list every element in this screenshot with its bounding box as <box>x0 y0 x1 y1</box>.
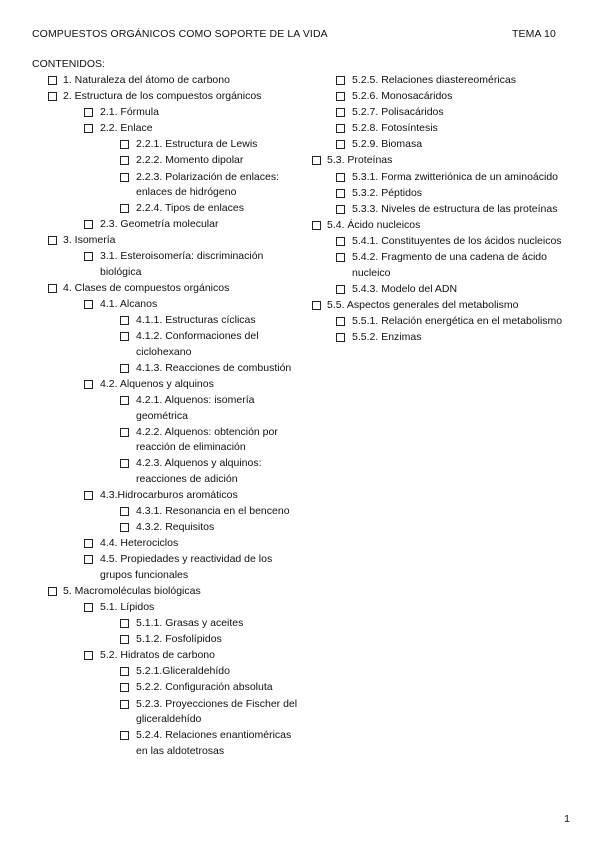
checkbox-icon[interactable] <box>120 140 129 149</box>
contents-item-label: 4.1.1. Estructuras cíclicas <box>136 314 256 327</box>
contents-item <box>312 105 580 121</box>
checkbox-icon[interactable] <box>84 108 93 117</box>
contents-item <box>32 89 304 105</box>
contents-item-label: 5.2.4. Relaciones enantioméricas en las aldotetrosas <box>136 729 292 757</box>
contents-item-label: 4.4. Heterociclos <box>100 537 179 550</box>
contents-item-label: 3. Isomería <box>63 234 116 247</box>
contents-item <box>312 250 580 281</box>
contents-item <box>32 680 304 696</box>
contents-item-label: 2.2. Enlace <box>100 122 153 135</box>
contents-item-label: 4.1.3. Reacciones de combustión <box>136 361 292 374</box>
checkbox-icon[interactable] <box>84 555 93 564</box>
contents-item <box>32 121 304 137</box>
contents-item-label: 2. Estructura de los compuestos orgánicos <box>63 90 262 103</box>
contents-item <box>312 153 580 169</box>
checkbox-icon[interactable] <box>48 236 57 245</box>
checkbox-icon[interactable] <box>336 333 345 342</box>
contents-item-label: 5.2.8. Fotosíntesis <box>352 122 438 135</box>
contents-item <box>32 281 304 297</box>
contents-item-label: 5.2.2. Configuración absoluta <box>136 681 273 694</box>
contents-item <box>32 361 304 377</box>
contents-item <box>32 584 304 600</box>
contents-item-label: 5.2.1.Gliceraldehído <box>136 665 230 678</box>
checkbox-icon[interactable] <box>312 301 321 310</box>
contents-item-label: 2.1. Fórmula <box>100 106 159 119</box>
contents-item-label: 4.2.1. Alquenos: isomería geométrica <box>136 394 255 422</box>
contents-item-label: 5.4. Ácido nucleicos <box>327 218 421 231</box>
contents-item-label: 2.2.1. Estructura de Lewis <box>136 138 258 151</box>
contents-item-label: 4.1. Alcanos <box>100 298 158 311</box>
checkbox-icon[interactable] <box>84 380 93 389</box>
contents-item-label: 5.5.2. Enzimas <box>352 330 422 343</box>
contents-item <box>312 73 580 89</box>
contents-item <box>312 282 580 298</box>
contents-item <box>32 201 304 217</box>
contents-item-label: 5.5. Aspectos generales del metabolismo <box>327 298 519 311</box>
contents-item <box>32 313 304 329</box>
contents-item-label: 5.2.3. Proyecciones de Fischer del gliceraldehído <box>136 697 298 725</box>
page-number: 1 <box>564 813 570 825</box>
contents-item <box>32 456 304 487</box>
checkbox-icon[interactable] <box>336 124 345 133</box>
contents-item <box>32 552 304 583</box>
checkbox-icon[interactable] <box>84 539 93 548</box>
checkbox-icon[interactable] <box>120 428 129 437</box>
contents-item-label: 4.1.2. Conformaciones del ciclohexano <box>136 330 259 358</box>
contents-item <box>312 314 580 330</box>
contents-item <box>312 186 580 202</box>
contents-item <box>32 297 304 313</box>
contents-item <box>32 600 304 616</box>
contents-item <box>32 73 304 89</box>
checkbox-icon[interactable] <box>120 332 129 341</box>
contents-item <box>32 616 304 632</box>
contents-item <box>32 105 304 121</box>
contents-item-label: 5.2.6. Monosacáridos <box>352 90 453 103</box>
document-title: COMPUESTOS ORGÁNICOS COMO SOPORTE DE LA VIDA <box>32 28 328 40</box>
checkbox-icon[interactable] <box>336 253 345 262</box>
contents-item-label: 4.2.2. Alquenos: obtención por reacción de eliminación <box>136 425 278 454</box>
contents-item-label: 4.3.1. Resonancia en el benceno <box>136 504 290 517</box>
checkbox-icon[interactable] <box>336 205 345 214</box>
contents-list-left <box>32 73 304 760</box>
checkbox-icon[interactable] <box>120 731 129 740</box>
checkbox-icon[interactable] <box>336 92 345 101</box>
checkbox-icon[interactable] <box>336 108 345 117</box>
contents-item-label: 5.3.2. Péptidos <box>352 186 423 199</box>
checkbox-icon[interactable] <box>336 76 345 85</box>
checkbox-icon[interactable] <box>84 491 93 500</box>
contents-item-label: 5.2.5. Relaciones diastereoméricas <box>352 74 517 86</box>
checkbox-icon[interactable] <box>336 285 345 294</box>
contents-item <box>312 170 580 186</box>
checkbox-icon[interactable] <box>120 173 129 182</box>
contents-item <box>32 520 304 536</box>
contents-item-label: 2.2.3. Polarización de enlaces: enlaces de hidrógeno <box>136 170 280 199</box>
checkbox-icon[interactable] <box>336 237 345 246</box>
contents-item-label: 5.4.1. Constituyentes de los ácidos nucleicos <box>352 234 562 247</box>
contents-list-right <box>312 73 580 346</box>
contents-item-label: 2.2.2. Momento dipolar <box>136 154 244 167</box>
contents-item-label: 2.3. Geometría molecular <box>100 218 219 231</box>
contents-item <box>32 249 304 280</box>
contents-item-label: 5.3. Proteínas <box>327 154 393 167</box>
contents-item-label: 4.2.3. Alquenos y alquinos: reacciones de adición <box>136 457 262 485</box>
checkbox-icon[interactable] <box>336 140 345 149</box>
checkbox-icon[interactable] <box>120 396 129 405</box>
contents-item <box>312 121 580 137</box>
contents-item-label: 4. Clases de compuestos orgánicos <box>63 282 230 295</box>
contents-item-label: 4.3.2. Requisitos <box>136 521 215 534</box>
contents-item-label: 5.2.7. Polisacáridos <box>352 106 444 119</box>
checkbox-icon[interactable] <box>120 364 129 373</box>
contents-item <box>32 217 304 233</box>
contents-item <box>32 233 304 249</box>
contents-item <box>32 648 304 664</box>
contents-item <box>312 234 580 250</box>
contents-item-label: 5.4.3. Modelo del ADN <box>352 282 458 295</box>
checkbox-icon[interactable] <box>336 317 345 326</box>
contents-item <box>32 137 304 153</box>
contents-item-label: 5.4.2. Fragmento de una cadena de ácido nucleico <box>352 251 547 279</box>
contents-item-label: 5.1. Lípidos <box>100 600 155 613</box>
contents-item-label: 5.3.3. Niveles de estructura de las proteínas <box>352 202 558 215</box>
contents-item-label: 5.3.1. Forma zwitteriónica de un aminoácido <box>352 170 559 183</box>
contents-item-label: 5.2. Hidratos de carbono <box>100 649 215 662</box>
contents-item <box>32 728 304 759</box>
contents-item-label: 4.5. Propiedades y reactividad de los grupos funcionales <box>100 553 273 581</box>
contents-heading: CONTENIDOS: <box>32 58 105 70</box>
checkbox-icon[interactable] <box>120 700 129 709</box>
contents-item <box>312 202 580 218</box>
checkbox-icon[interactable] <box>84 300 93 309</box>
contents-item <box>312 218 580 234</box>
topic-label: TEMA 10 <box>512 28 556 40</box>
contents-item <box>312 298 580 314</box>
checkbox-icon[interactable] <box>120 667 129 676</box>
contents-item <box>32 664 304 680</box>
contents-item-label: 2.2.4. Tipos de enlaces <box>136 202 244 215</box>
contents-item <box>32 536 304 552</box>
checkbox-icon[interactable] <box>84 220 93 229</box>
checkbox-icon[interactable] <box>120 204 129 213</box>
contents-item-label: 5.1.1. Grasas y aceites <box>136 617 244 630</box>
contents-item-label: 4.2. Alquenos y alquinos <box>100 378 214 390</box>
checkbox-icon[interactable] <box>120 156 129 165</box>
contents-item <box>312 137 580 153</box>
contents-item <box>32 697 304 728</box>
checkbox-icon[interactable] <box>48 76 57 85</box>
contents-item-label: 5.2.9. Biomasa <box>352 138 423 151</box>
contents-item <box>32 393 304 424</box>
contents-item <box>32 488 304 504</box>
checkbox-icon[interactable] <box>120 619 129 628</box>
contents-item-label: 3.1. Esteroisomería: discriminación biológica <box>100 250 264 278</box>
contents-item <box>32 377 304 393</box>
checkbox-icon[interactable] <box>336 189 345 198</box>
checkbox-icon[interactable] <box>120 459 129 468</box>
contents-item <box>32 153 304 169</box>
contents-item-label: 4.3.Hidrocarburos aromáticos <box>100 488 238 501</box>
checkbox-icon[interactable] <box>48 92 57 101</box>
contents-item-label: 5.1.2. Fosfolípidos <box>136 633 222 646</box>
checkbox-icon[interactable] <box>84 124 93 133</box>
checkbox-icon[interactable] <box>120 316 129 325</box>
checkbox-icon[interactable] <box>48 284 57 293</box>
checkbox-icon[interactable] <box>84 603 93 612</box>
contents-item-label: 1. Naturaleza del átomo de carbono <box>63 74 230 86</box>
checkbox-icon[interactable] <box>120 523 129 532</box>
contents-item <box>32 425 304 456</box>
contents-item-label: 5.5.1. Relación energética en el metabolismo <box>352 314 563 327</box>
checkbox-icon[interactable] <box>312 156 321 165</box>
checkbox-icon[interactable] <box>84 252 93 261</box>
contents-item <box>32 504 304 520</box>
checkbox-icon[interactable] <box>120 507 129 516</box>
checkbox-icon[interactable] <box>48 587 57 596</box>
contents-item <box>312 330 580 346</box>
contents-item <box>32 329 304 360</box>
contents-item <box>32 632 304 648</box>
checkbox-icon[interactable] <box>120 635 129 644</box>
contents-item-label: 5. Macromoléculas biológicas <box>63 584 201 597</box>
checkbox-icon[interactable] <box>120 683 129 692</box>
checkbox-icon[interactable] <box>312 221 321 230</box>
contents-item <box>32 170 304 201</box>
checkbox-icon[interactable] <box>336 173 345 182</box>
checkbox-icon[interactable] <box>84 651 93 660</box>
contents-item <box>312 89 580 105</box>
